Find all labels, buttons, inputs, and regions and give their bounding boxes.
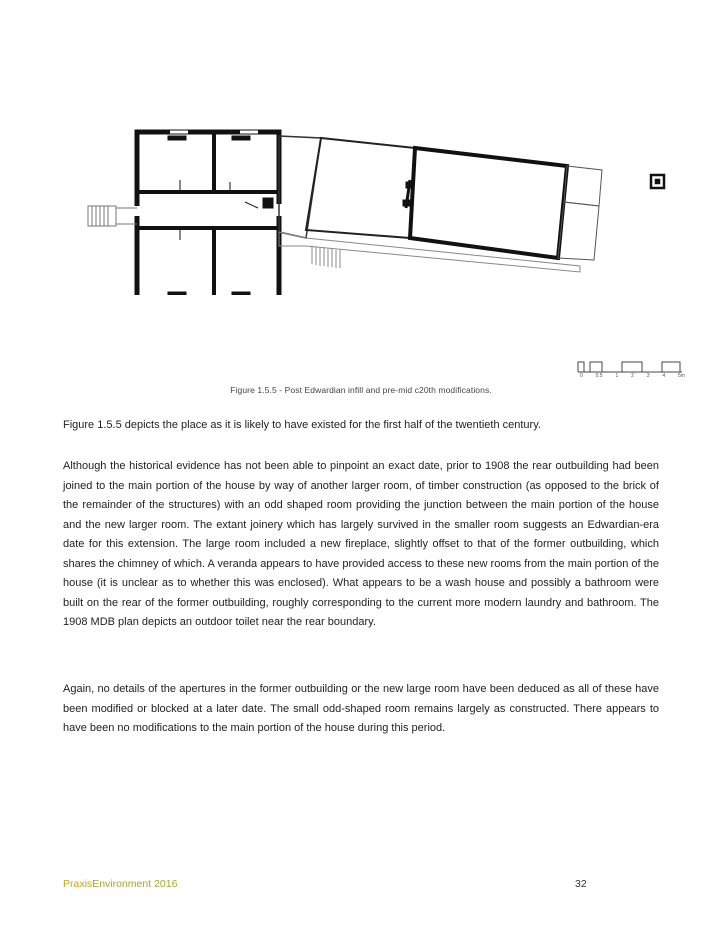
former-outbuilding [410,148,567,258]
footer-year: 2016 [154,878,178,890]
scale-bar-labels [580,373,685,379]
main-house-outline [137,132,279,295]
scale-bar [576,358,686,374]
junction-room [279,136,321,238]
figure-caption: Figure 1.5.5 - Post Edwardian infill and pre-mid c20th modifications. [230,385,492,395]
body-paragraph: Although the historical evidence has not been able to pinpoint an exact date, prior to 1908 the rear outbuilding had been joined to the main portion of the house by way of another larger room, of timber construction (as opposed to the brick of the remainder of the structures) with an odd shaped room providing the junction between the main portion of the house and the new larger room. The extant joinery which has largely survived in the smaller room suggests an Edwardian-era date for this extension. The large room included a new fireplace, slightly offset to that of the former outbuilding, which shares the chimney of which. A veranda appears to have provided access to these new rooms from the main portion of the house (it is unclear as to whether this was enclosed). What appears to be a wash house and possibly a bathroom were built on the rear of the former outbuilding, roughly corresponding to the current more modern laundry and bathroom. The 1908 MDB plan depicts an outdoor toilet near the rear boundary. [63,460,659,628]
page-number: 32 [575,878,587,890]
scale-tick: 0 [580,373,583,379]
body-paragraph: Again, no details of the apertures in the former outbuilding or the new large room have been deduced as all of these have been modified or blocked at a later date. The small odd-shaped room remains largely as constructed. There appears to have been no modifications to the main portion of the house during this period. [63,683,659,734]
scale-tick: 2 [631,373,634,379]
scale-tick: 0.5 [595,373,603,379]
large-room [306,138,415,238]
floor-plan-figure [80,120,680,295]
footer-brand-praxis: Praxis [63,878,93,890]
scale-tick: 4 [662,373,666,379]
front-steps [88,206,137,226]
scale-tick: 1 [615,373,619,379]
footer-brand [63,878,177,890]
body-paragraph: Figure 1.5.5 depicts the place as it is likely to have existed for the first half of the twentieth century. [63,419,541,431]
footer-brand-environment: Environment [92,878,152,890]
scale-tick: 3 [646,373,650,379]
scale-tick: 5m [678,373,685,379]
wash-house [564,166,602,206]
